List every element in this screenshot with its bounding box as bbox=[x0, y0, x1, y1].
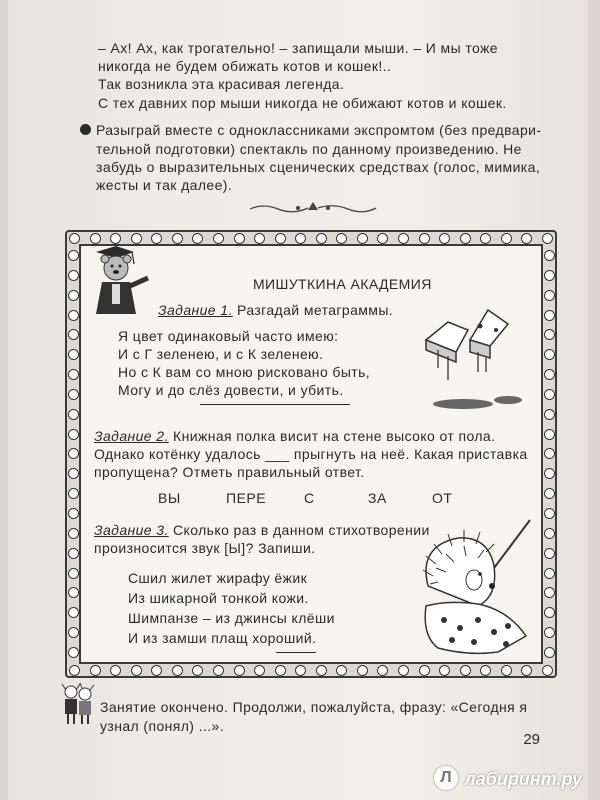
melting-cheese-icon bbox=[418, 300, 528, 412]
bead-ornament bbox=[544, 270, 555, 281]
task1-poem-line-3: Но с К вам со мною рисковано быть, bbox=[118, 364, 371, 380]
bead-ornament bbox=[460, 665, 471, 676]
academy-title: МИШУТКИНА АКАДЕМИЯ bbox=[253, 276, 432, 292]
bead-ornament bbox=[544, 647, 555, 658]
task2-label: Задание 2. bbox=[94, 428, 169, 444]
bead-border-left bbox=[67, 250, 79, 658]
bead-ornament bbox=[275, 665, 286, 676]
bead-ornament bbox=[90, 665, 101, 676]
bead-ornament bbox=[544, 508, 555, 519]
bead-ornament bbox=[544, 290, 555, 301]
activity-line-1: Разыграй вместе с одноклассниками экспромтом (без предвари- bbox=[96, 122, 542, 138]
bead-ornament bbox=[68, 310, 79, 321]
bead-ornament bbox=[254, 665, 265, 676]
bead-ornament bbox=[544, 528, 555, 539]
option-ot[interactable]: ОТ bbox=[432, 490, 453, 506]
story-line-3: Так возникла эта красивая легенда. bbox=[98, 76, 345, 92]
bead-ornament bbox=[336, 233, 347, 244]
bead-ornament bbox=[68, 508, 79, 519]
bead-ornament bbox=[68, 448, 79, 459]
bead-ornament bbox=[151, 233, 162, 244]
task3-answer-line[interactable] bbox=[276, 652, 316, 653]
closing-line-1: Занятие окончено. Продолжи, пожалуйста, фразу: «Сегодня я bbox=[100, 699, 528, 715]
bead-ornament bbox=[544, 369, 555, 380]
page-number: 29 bbox=[523, 731, 540, 748]
bead-ornament bbox=[544, 448, 555, 459]
bead-ornament bbox=[357, 665, 368, 676]
bead-border-right bbox=[543, 250, 555, 658]
bead-ornament bbox=[110, 233, 121, 244]
bead-ornament bbox=[501, 665, 512, 676]
bead-ornament bbox=[544, 587, 555, 598]
bead-ornament bbox=[544, 568, 555, 579]
bead-ornament bbox=[213, 233, 224, 244]
bead-ornament bbox=[480, 233, 491, 244]
bead-ornament bbox=[521, 665, 532, 676]
bead-ornament bbox=[69, 665, 80, 676]
bead-ornament bbox=[172, 665, 183, 676]
task3-line-1: Сколько раз в данном стихотворении bbox=[173, 522, 430, 538]
bead-ornament bbox=[234, 665, 245, 676]
bead-ornament bbox=[69, 233, 80, 244]
bead-ornament bbox=[68, 568, 79, 579]
bead-ornament bbox=[439, 665, 450, 676]
option-pere[interactable]: ПЕРЕ bbox=[226, 490, 267, 506]
bead-ornament bbox=[254, 233, 265, 244]
bead-ornament bbox=[542, 233, 553, 244]
bead-ornament bbox=[544, 607, 555, 618]
bead-ornament bbox=[544, 488, 555, 499]
bead-ornament bbox=[275, 233, 286, 244]
bead-ornament bbox=[68, 329, 79, 340]
bead-ornament bbox=[377, 665, 388, 676]
bead-ornament bbox=[544, 548, 555, 559]
book-page bbox=[8, 0, 588, 800]
bead-ornament bbox=[544, 409, 555, 420]
bead-ornament bbox=[439, 233, 450, 244]
bead-ornament bbox=[131, 665, 142, 676]
bead-ornament bbox=[295, 665, 306, 676]
bead-ornament bbox=[316, 665, 327, 676]
bead-ornament bbox=[234, 233, 245, 244]
bead-ornament bbox=[110, 665, 121, 676]
bead-ornament bbox=[544, 250, 555, 261]
task3-poem-line-4: И из замши плащ хороший. bbox=[128, 630, 317, 646]
bead-ornament bbox=[544, 429, 555, 440]
bead-ornament bbox=[336, 665, 347, 676]
bead-ornament bbox=[68, 290, 79, 301]
bead-ornament bbox=[192, 665, 203, 676]
bead-ornament bbox=[377, 233, 388, 244]
bead-ornament bbox=[68, 548, 79, 559]
labirint-logo-icon: Л bbox=[434, 766, 458, 790]
bead-ornament bbox=[192, 233, 203, 244]
hedgehog-icon bbox=[408, 516, 538, 656]
bead-ornament bbox=[544, 310, 555, 321]
bead-ornament bbox=[68, 607, 79, 618]
story-line-2: никогда не будем обижать котов и кошек!.. bbox=[98, 58, 392, 74]
bead-ornament bbox=[357, 233, 368, 244]
task3-line-2: произносится звук [Ы]? Запиши. bbox=[94, 540, 316, 556]
task1-poem-line-4: Могу и до слёз довести, и убить. bbox=[118, 382, 344, 398]
bead-ornament bbox=[68, 349, 79, 360]
bead-ornament bbox=[68, 528, 79, 539]
bead-ornament bbox=[68, 627, 79, 638]
bead-ornament bbox=[68, 369, 79, 380]
task2-line-2: Однако котёнку удалось ___ прыгнуть на неё. Какая приставка bbox=[94, 446, 528, 462]
children-icon bbox=[60, 682, 96, 726]
activity-line-4: жесты и так далее). bbox=[96, 177, 233, 193]
option-za[interactable]: ЗА bbox=[368, 490, 387, 506]
story-line-4: С тех давних пор мыши никогда не обижают котов и кошек. bbox=[98, 95, 507, 111]
task2-line-1: Книжная полка висит на стене высоко от пола. bbox=[173, 428, 496, 444]
bead-ornament bbox=[544, 389, 555, 400]
bead-ornament bbox=[131, 233, 142, 244]
bead-ornament bbox=[544, 349, 555, 360]
bead-border-top bbox=[69, 232, 553, 244]
task1-answer-line[interactable] bbox=[200, 404, 350, 405]
bead-ornament bbox=[68, 468, 79, 479]
bead-ornament bbox=[68, 647, 79, 658]
bead-ornament bbox=[521, 233, 532, 244]
option-vy[interactable]: ВЫ bbox=[158, 490, 181, 506]
bead-ornament bbox=[544, 329, 555, 340]
task1-text: Разгадай метаграммы. bbox=[237, 302, 394, 318]
option-s[interactable]: С bbox=[304, 490, 315, 506]
bullet-icon bbox=[80, 124, 91, 135]
task1-label: Задание 1. bbox=[158, 302, 233, 318]
bead-ornament bbox=[501, 233, 512, 244]
closing-line-2: узнал (понял) ...». bbox=[100, 718, 225, 734]
bead-ornament bbox=[419, 233, 430, 244]
task3-poem-line-2: Из шикарной тонкой кожи. bbox=[128, 590, 309, 606]
watermark: лабиринт.ру bbox=[464, 769, 582, 789]
bear-professor-icon bbox=[86, 244, 156, 316]
bead-ornament bbox=[68, 587, 79, 598]
task3-label: Задание 3. bbox=[94, 522, 169, 538]
task3-poem-line-3: Шимпанзе – из джинсы клёши bbox=[128, 610, 335, 626]
bead-ornament bbox=[172, 233, 183, 244]
bead-ornament bbox=[398, 233, 409, 244]
bead-ornament bbox=[213, 665, 224, 676]
bead-ornament bbox=[544, 468, 555, 479]
separator-ornament-icon bbox=[248, 200, 378, 214]
bead-ornament bbox=[68, 409, 79, 420]
bead-ornament bbox=[316, 233, 327, 244]
bead-ornament bbox=[68, 389, 79, 400]
task3-poem-line-1: Сшил жилет жирафу ёжик bbox=[128, 570, 308, 586]
bead-ornament bbox=[480, 665, 491, 676]
bead-ornament bbox=[90, 233, 101, 244]
bead-ornament bbox=[542, 665, 553, 676]
task2-line-3: пропущена? Отметь правильный ответ. bbox=[94, 464, 365, 480]
bead-ornament bbox=[68, 429, 79, 440]
story-line-1: – Ах! Ах, как трогательно! – запищали мыши. – И мы тоже bbox=[98, 40, 498, 56]
bead-ornament bbox=[151, 665, 162, 676]
bead-ornament bbox=[68, 270, 79, 281]
task1-poem-line-2: И с Г зеленею, и с К зеленею. bbox=[118, 346, 324, 362]
bead-ornament bbox=[68, 250, 79, 261]
bead-ornament bbox=[419, 665, 430, 676]
task1-poem-line-1: Я цвет одинаковый часто имею: bbox=[118, 328, 339, 344]
bead-ornament bbox=[68, 488, 79, 499]
activity-line-2: тельной подготовки) спектакль по данному произведению. Не bbox=[96, 141, 522, 157]
bead-ornament bbox=[398, 665, 409, 676]
activity-line-3: забудь о выразительных сценических средствах (голос, мимика, bbox=[96, 159, 541, 175]
bead-ornament bbox=[295, 233, 306, 244]
bead-ornament bbox=[544, 627, 555, 638]
bead-border-bottom bbox=[69, 664, 553, 676]
bead-ornament bbox=[460, 233, 471, 244]
